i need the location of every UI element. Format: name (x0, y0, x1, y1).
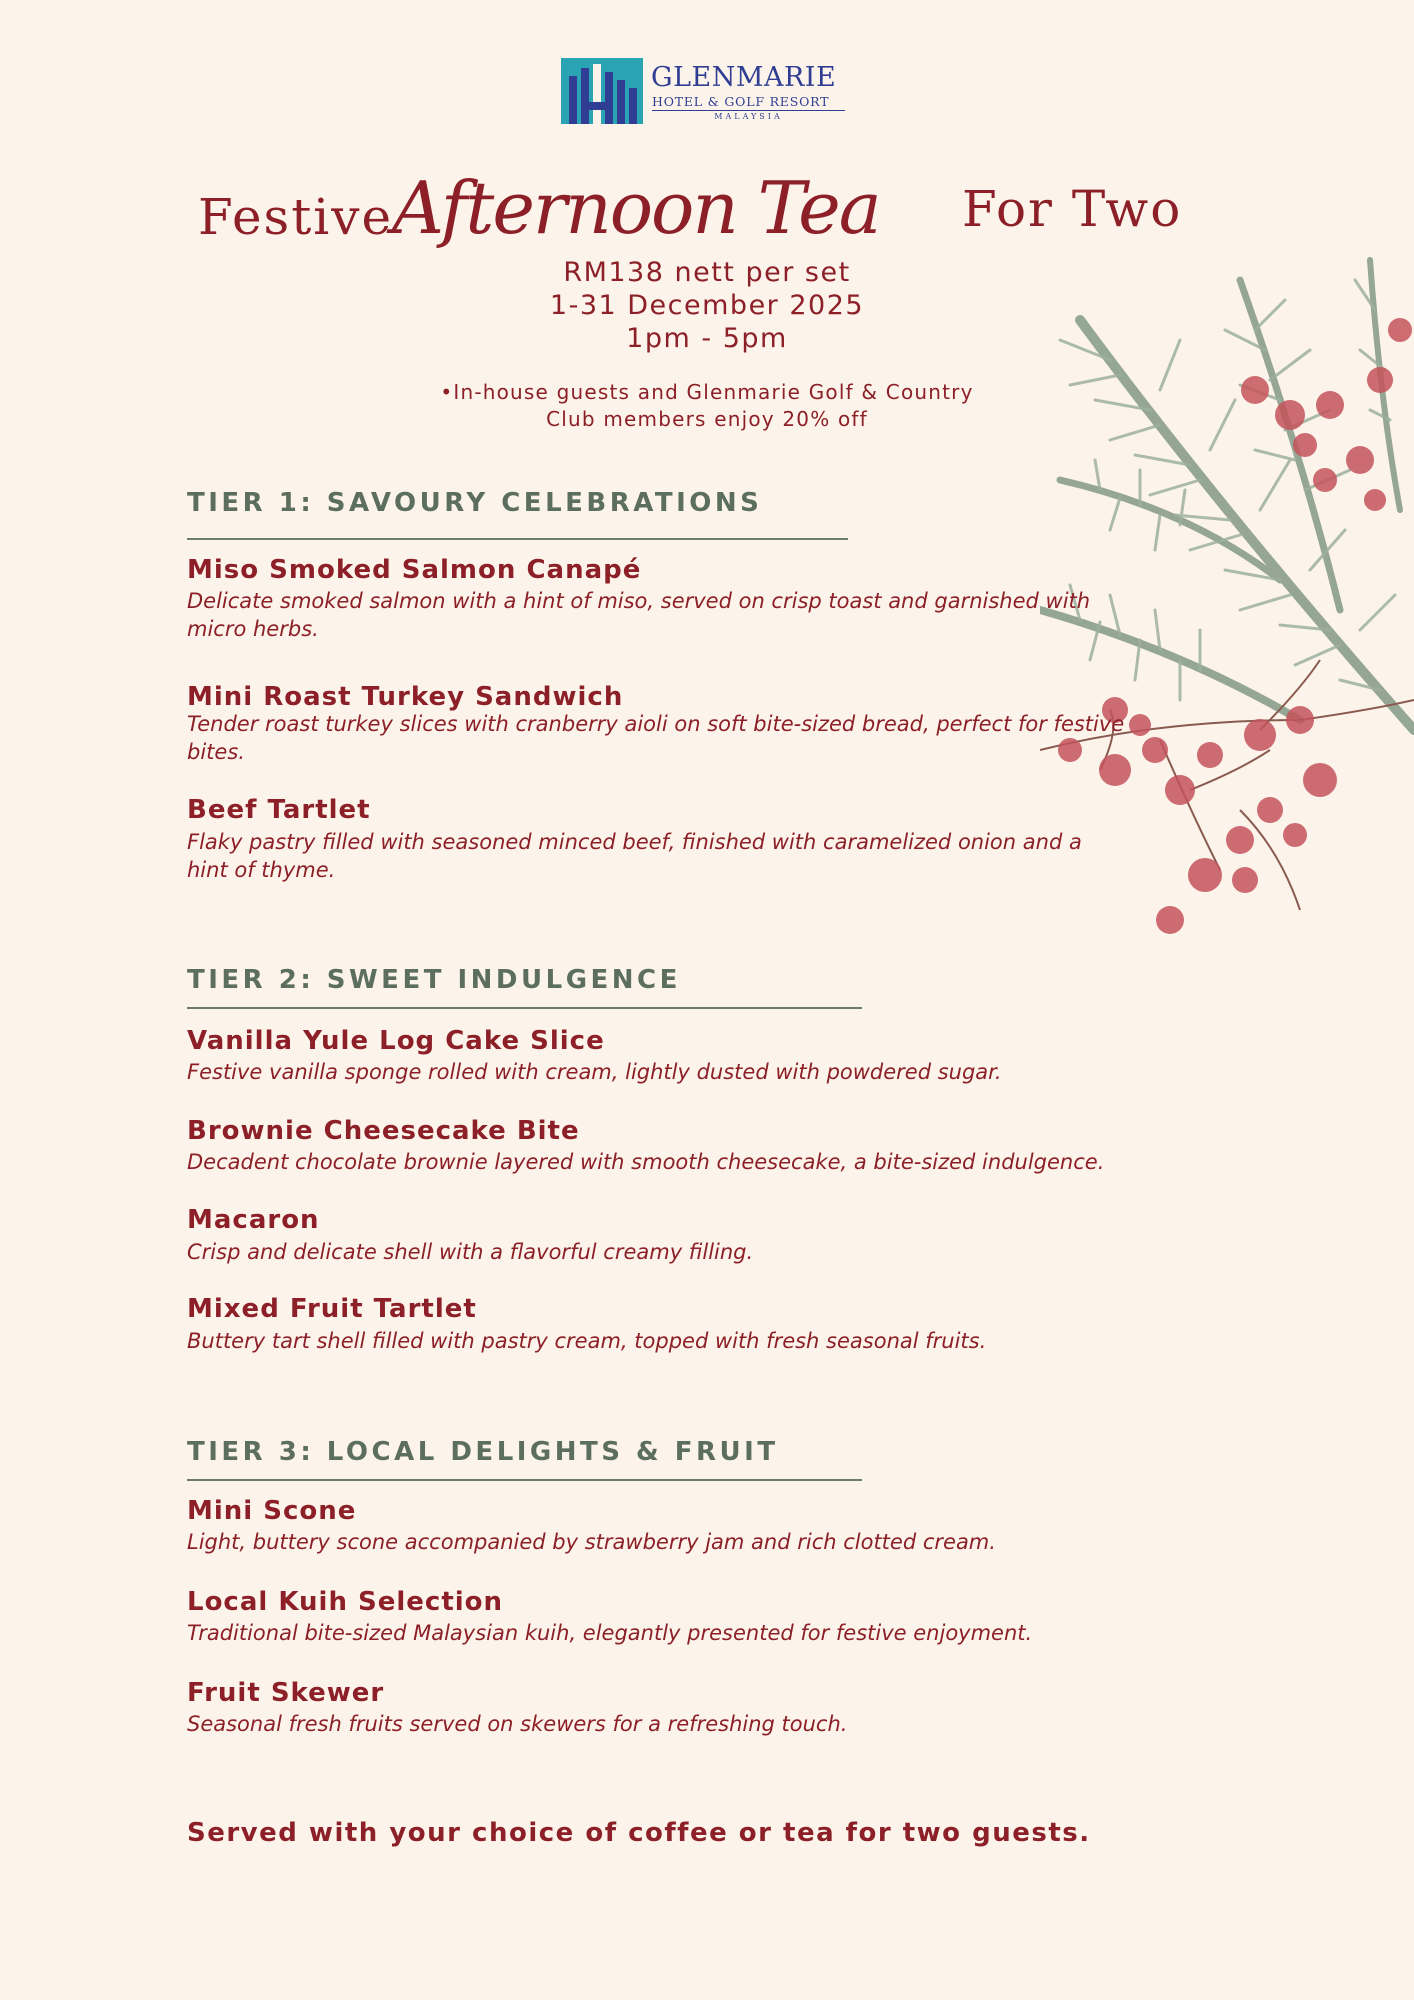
page-title (0, 160, 1414, 260)
menu-item-name: Local Kuih Selection (187, 1587, 504, 1617)
menu-item-desc: Traditional bite-sized Malaysian kuih, elegantly presented for festive enjoyment. (187, 1621, 1033, 1645)
price: RM138 nett per set (563, 257, 851, 288)
glenmarie-logo-icon (561, 58, 643, 124)
menu-item-desc: Buttery tart shell filled with pastry cream, topped with fresh seasonal fruits. (187, 1329, 987, 1353)
dates: 1-31 December 2025 (549, 290, 865, 321)
menu-item-desc: Seasonal fresh fruits served on skewers for a refreshing touch. (187, 1712, 848, 1736)
logo-subtitle: HOTEL & GOLF RESORT (652, 94, 845, 111)
menu-item-name: Fruit Skewer (187, 1678, 385, 1708)
menu-item-name: Macaron (187, 1205, 320, 1235)
discount-note-line2: Club members enjoy 20% off (546, 407, 868, 431)
tier-3-title: TIER 3: LOCAL DELIGHTS & FRUIT (187, 1437, 779, 1467)
menu-item-desc: Delicate smoked salmon with a hint of miso, served on crisp toast and garnished with micro herbs. (187, 589, 1091, 641)
tier-1-divider (187, 538, 848, 540)
menu-item-desc: Flaky pastry filled with seasoned minced beef, finished with caramelized onion and a hint of thyme. (187, 830, 1082, 882)
tier-2-divider (187, 1007, 862, 1009)
title-script: Afternoon Tea (392, 166, 880, 250)
discount-note-line1: •In-house guests and Glenmarie Golf & Country (440, 380, 974, 404)
menu-item-name: Vanilla Yule Log Cake Slice (187, 1026, 605, 1056)
title-festive: Festive (198, 188, 394, 246)
menu-item-name: Brownie Cheesecake Bite (187, 1116, 580, 1146)
menu-item-desc: Decadent chocolate brownie layered with smooth cheesecake, a bite-sized indulgence. (187, 1150, 1105, 1174)
menu-item-name: Mini Roast Turkey Sandwich (187, 682, 624, 712)
menu-item-name: Beef Tartlet (187, 795, 371, 825)
tier-1-title: TIER 1: SAVOURY CELEBRATIONS (187, 488, 763, 518)
menu-item-desc: Crisp and delicate shell with a flavorful creamy filling. (187, 1240, 754, 1264)
tier-3-divider (187, 1479, 862, 1481)
title-for-two: For Two (962, 180, 1183, 238)
menu-item-desc: Festive vanilla sponge rolled with cream, lightly dusted with powdered sugar. (187, 1060, 1002, 1084)
menu-item-name: Mixed Fruit Tartlet (187, 1294, 477, 1324)
menu-item-name: Miso Smoked Salmon Canapé (187, 555, 642, 585)
tier-2-title: TIER 2: SWEET INDULGENCE (187, 965, 681, 995)
footer-note: Served with your choice of coffee or tea for two guests. (187, 1818, 1091, 1848)
menu-item-desc: Light, buttery scone accompanied by strawberry jam and rich clotted cream. (187, 1530, 996, 1554)
hotel-logo (561, 58, 851, 124)
logo-name: GLENMARIE (651, 62, 837, 93)
hours: 1pm - 5pm (626, 323, 788, 354)
logo-country: MALAYSIA (714, 112, 783, 121)
menu-item-desc: Tender roast turkey slices with cranberry aioli on soft bite-sized bread, perfect for festive bites. (187, 712, 1125, 764)
menu-item-name: Mini Scone (187, 1496, 357, 1526)
